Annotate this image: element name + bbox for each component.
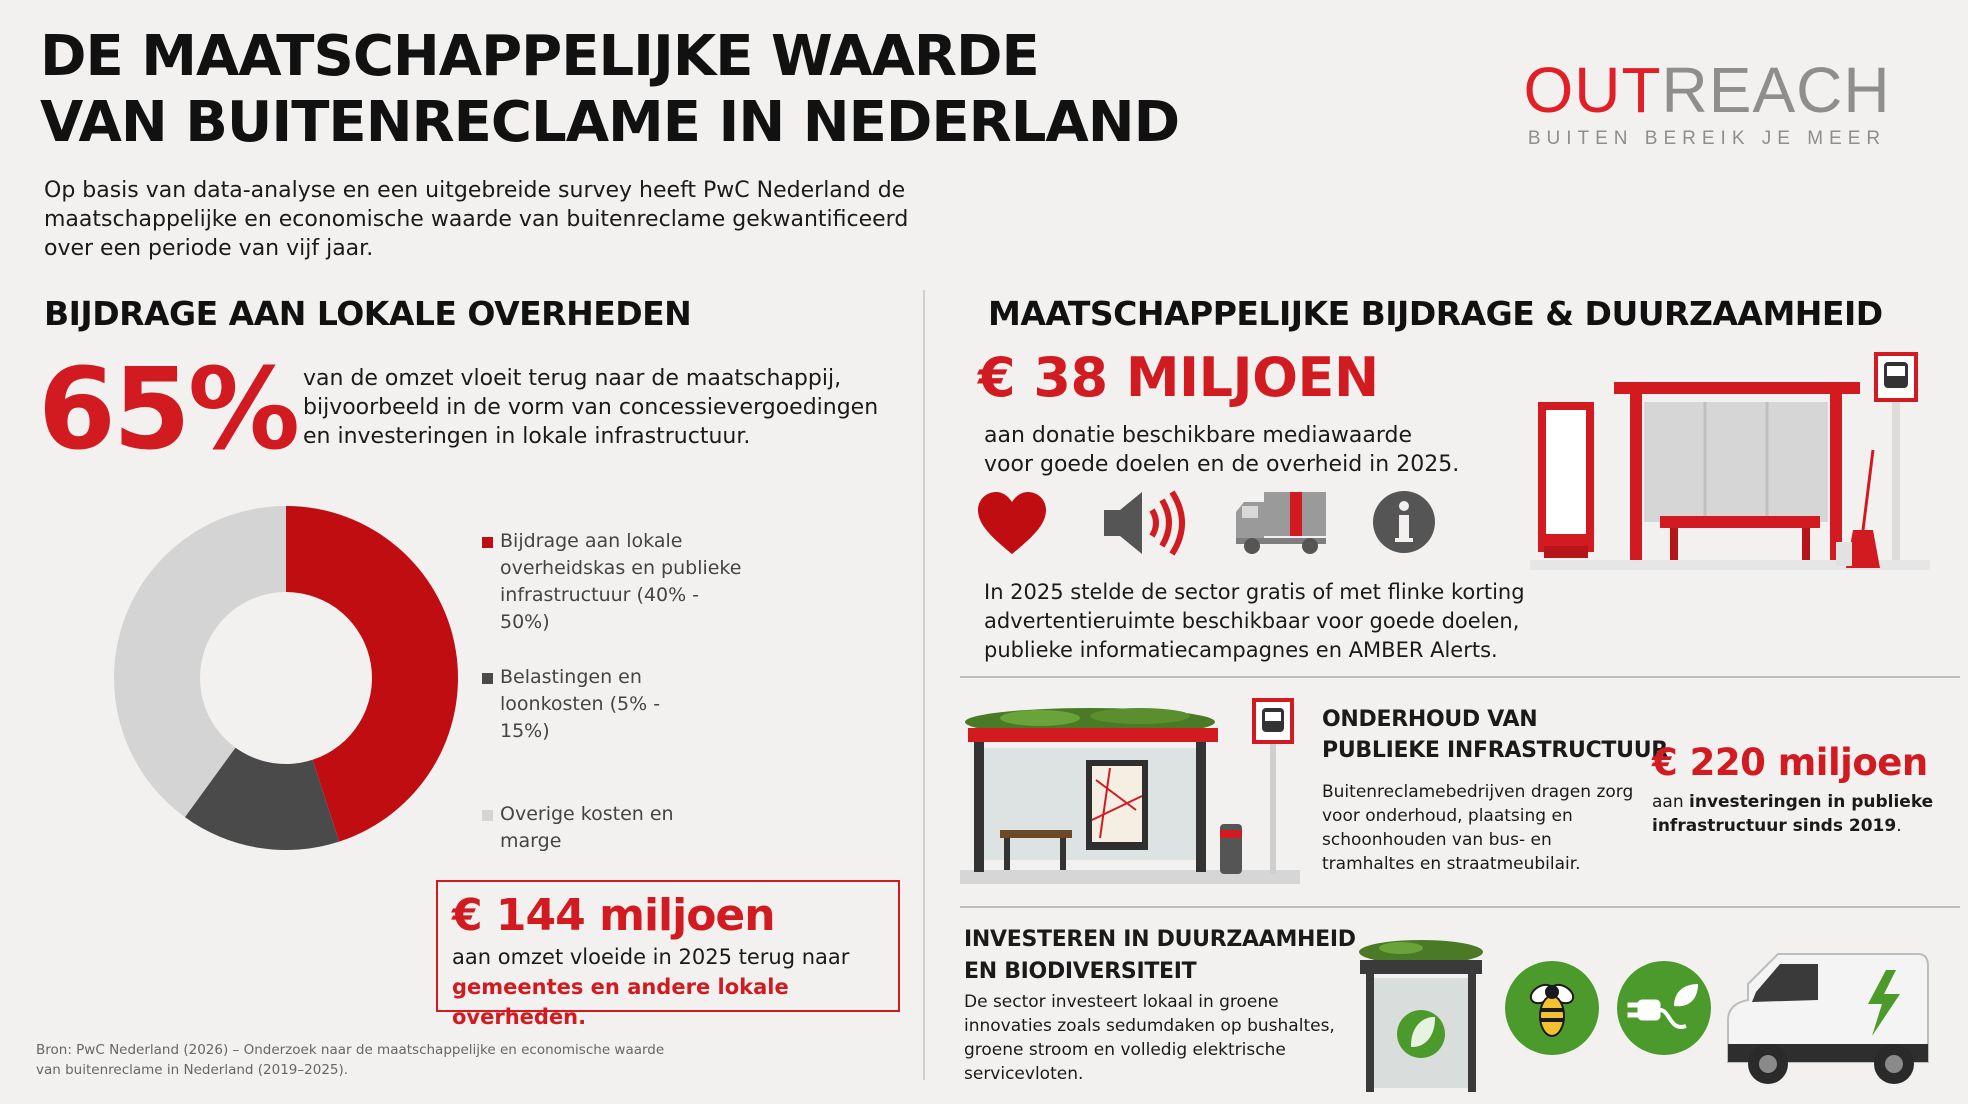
amount-220: € 220 miljoen [1652, 741, 1928, 784]
sector-2025-text: In 2025 stelde de sector gratis of met flinke korting advertentieruimte beschikbaar voor goede doelen, publieke informatiecampagnes en AMBER Alerts. [984, 580, 1525, 662]
onderhoud-heading-line1: ONDERHOUD VAN [1322, 707, 1538, 732]
onderhoud-heading-line2: PUBLIEKE INFRASTRUCTUUR [1322, 738, 1668, 763]
green-energy-badge [1616, 960, 1712, 1056]
donut-chart [110, 502, 462, 854]
legend-swatch [482, 810, 493, 821]
truck-icon [1234, 490, 1328, 558]
amount-220-bold: investeringen in publieke infrastructuur sinds 2019 [1652, 792, 1934, 836]
investeren-heading-line2: EN BIODIVERSITEIT [964, 959, 1197, 984]
legend-item-overige [482, 801, 682, 855]
info-icon [1372, 490, 1436, 554]
right-section-heading: MAATSCHAPPELIJKE BIJDRAGE & DUURZAAMHEID [988, 294, 1883, 333]
amount-144-line2: gemeentes en andere lokale overheden. [452, 975, 789, 1029]
logo-word-grey: REACH [1661, 54, 1891, 126]
page-title [40, 24, 1179, 156]
legend-item-bijdrage [482, 528, 742, 636]
bus-shelter-illustration [1530, 350, 1930, 570]
legend-label: Overige kosten en marge [500, 803, 674, 852]
bee-badge [1504, 960, 1600, 1056]
divider-1 [960, 676, 1960, 678]
title-line-1: DE MAATSCHAPPELIJKE WAARDE [40, 24, 1039, 89]
source-note: Bron: PwC Nederland (2026) – Onderzoek naar de maatschappelijke en economische waarde van buitenreclame in Nederland (2019–2025). [36, 1042, 665, 1078]
heart-icon [976, 490, 1048, 558]
legend-swatch [482, 673, 493, 684]
logo-word-red: OUT [1523, 54, 1662, 126]
amount-144: € 144 miljoen [452, 890, 775, 941]
investeren-heading-line1: INVESTEREN IN DUURZAAMHEID [964, 927, 1356, 952]
onderhoud-text: Buitenreclamebedrijven dragen zorg voor onderhoud, plaatsing en schoonhouden van bus- en tramhaltes en straatmeubilair. [1322, 782, 1634, 874]
legend-swatch [482, 537, 493, 548]
investeren-heading [964, 924, 1356, 988]
logo-tagline: BUITEN BEREIK JE MEER [1527, 128, 1887, 149]
amount-220-text [1652, 790, 1942, 838]
investeren-text: De sector investeert lokaal in groene innovaties zoals sedumdaken op bushaltes, groene stroom en volledig elektrische servicevloten. [964, 992, 1335, 1084]
percent-description: van de omzet vloeit terug naar de maatschappij, bijvoorbeeld in de vorm van concessievergoedingen en investeringen in lokale infrastructuur. [303, 366, 879, 449]
intro-text: Op basis van data-analyse en een uitgebreide survey heeft PwC Nederland de maatschappelijke en economische waarde van buitenreclame gekwantificeerd over een periode van vijf jaar. [44, 178, 909, 261]
speaker-icon [1102, 488, 1192, 558]
amount-38-text: aan donatie beschikbare mediawaarde voor goede doelen en de overheid in 2025. [984, 423, 1460, 477]
left-section-heading: BIJDRAGE AAN LOKALE OVERHEDEN [44, 294, 692, 333]
vertical-divider [923, 290, 925, 1080]
amount-144-box [436, 880, 900, 1029]
outreach-logo [1522, 54, 1892, 150]
legend-label: Bijdrage aan lokale overheidskas en publieke infrastructuur (40% - 50%) [500, 530, 742, 633]
green-roof-shelter-illustration [960, 700, 1300, 890]
amount-220-post: . [1896, 816, 1902, 836]
electric-van-illustration [1718, 944, 1938, 1094]
legend-item-belastingen [482, 664, 692, 745]
amount-38: € 38 MILJOEN [978, 346, 1379, 409]
legend-label: Belastingen en loonkosten (5% - 15%) [500, 666, 661, 742]
divider-2 [960, 906, 1960, 908]
big-percent: 65% [38, 345, 298, 475]
logo-wordmark [1522, 54, 1892, 126]
onderhoud-heading [1322, 704, 1668, 766]
amount-144-line1: aan omzet vloeide in 2025 terug naar [452, 945, 850, 969]
green-shelter-module-illustration [1356, 938, 1486, 1098]
title-line-2: VAN BUITENRECLAME IN NEDERLAND [40, 90, 1180, 155]
amount-220-pre: aan [1652, 792, 1690, 812]
